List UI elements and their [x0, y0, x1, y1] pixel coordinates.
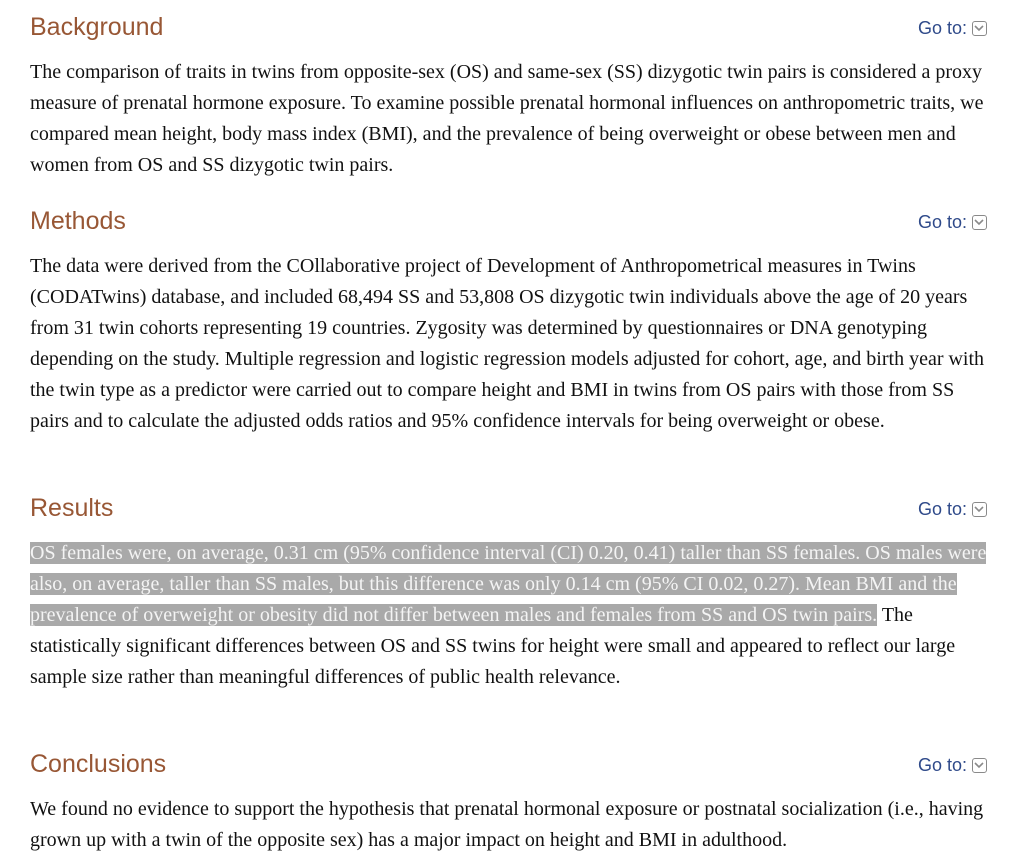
section-results	[30, 493, 992, 693]
chevron-down-icon	[972, 21, 987, 36]
chevron-down-icon	[972, 215, 987, 230]
section-paragraph-methods: The data were derived from the COllaborative project of Development of Anthropometrical measures in Twins (CODATwins) database, and included 68,494 SS and 53,808 OS dizygotic twin individuals above the age of 20 years from 31 twin cohorts representing 19 countries. Zygosity was determined by questionnaires or DNA genotyping depending on the study. Multiple regression and logistic regression models adjusted for cohort, age, and birth year with the twin type as a predictor were carried out to compare height and BMI in twins from OS pairs with those from SS pairs and to calculate the adjusted odds ratios and 95% confidence intervals for being overweight or obese.	[30, 255, 985, 432]
selected-text[interactable]: OS females were, on average, 0.31 cm (95% confidence interval (CI) 0.20, 0.41) taller than SS females. OS males were also, on average, taller than SS males, but this difference was only 0.14 cm (95% CI 0.02, 0.27). Mean BMI and the prevalence of overweight or obesity did not differ between males and females from SS and OS twin pairs.	[30, 542, 987, 626]
section-paragraph-results	[30, 538, 992, 693]
chevron-down-icon	[972, 502, 987, 517]
goto-label: Go to:	[917, 212, 967, 232]
section-title-conclusions: Conclusions	[30, 750, 167, 778]
unselected-text: The statistically significant differences between OS and SS twins for height were small and appeared to reflect our large sample size rather than meaningful differences of public health relevance.	[30, 604, 956, 688]
goto-link-background[interactable]	[918, 16, 987, 40]
section-methods	[30, 206, 992, 437]
goto-link-conclusions[interactable]	[918, 753, 987, 777]
section-conclusions	[30, 749, 992, 856]
goto-label: Go to:	[917, 499, 967, 519]
section-header	[30, 493, 992, 537]
chevron-down-icon	[972, 758, 987, 773]
section-header	[30, 749, 992, 793]
section-paragraph-conclusions: We found no evidence to support the hypothesis that prenatal hormonal exposure or postnatal socialization (i.e., having grown up with a twin of the opposite sex) has a major impact on height and BMI in adulthood.	[30, 798, 984, 851]
goto-label: Go to:	[917, 18, 967, 38]
section-title-results: Results	[30, 494, 114, 522]
section-title-methods: Methods	[30, 207, 126, 235]
goto-label: Go to:	[917, 755, 967, 775]
section-paragraph-background: The comparison of traits in twins from opposite-sex (OS) and same-sex (SS) dizygotic twin pairs is considered a proxy measure of prenatal hormone exposure. To examine possible prenatal hormonal influences on anthropometric traits, we compared mean height, body mass index (BMI), and the prevalence of being overweight or obese between men and women from OS and SS dizygotic twin pairs.	[30, 61, 984, 176]
section-title-background: Background	[30, 13, 164, 41]
section-background	[30, 12, 992, 181]
section-header	[30, 12, 992, 56]
goto-link-results[interactable]	[918, 497, 987, 521]
goto-link-methods[interactable]	[918, 210, 987, 234]
section-header	[30, 206, 992, 250]
